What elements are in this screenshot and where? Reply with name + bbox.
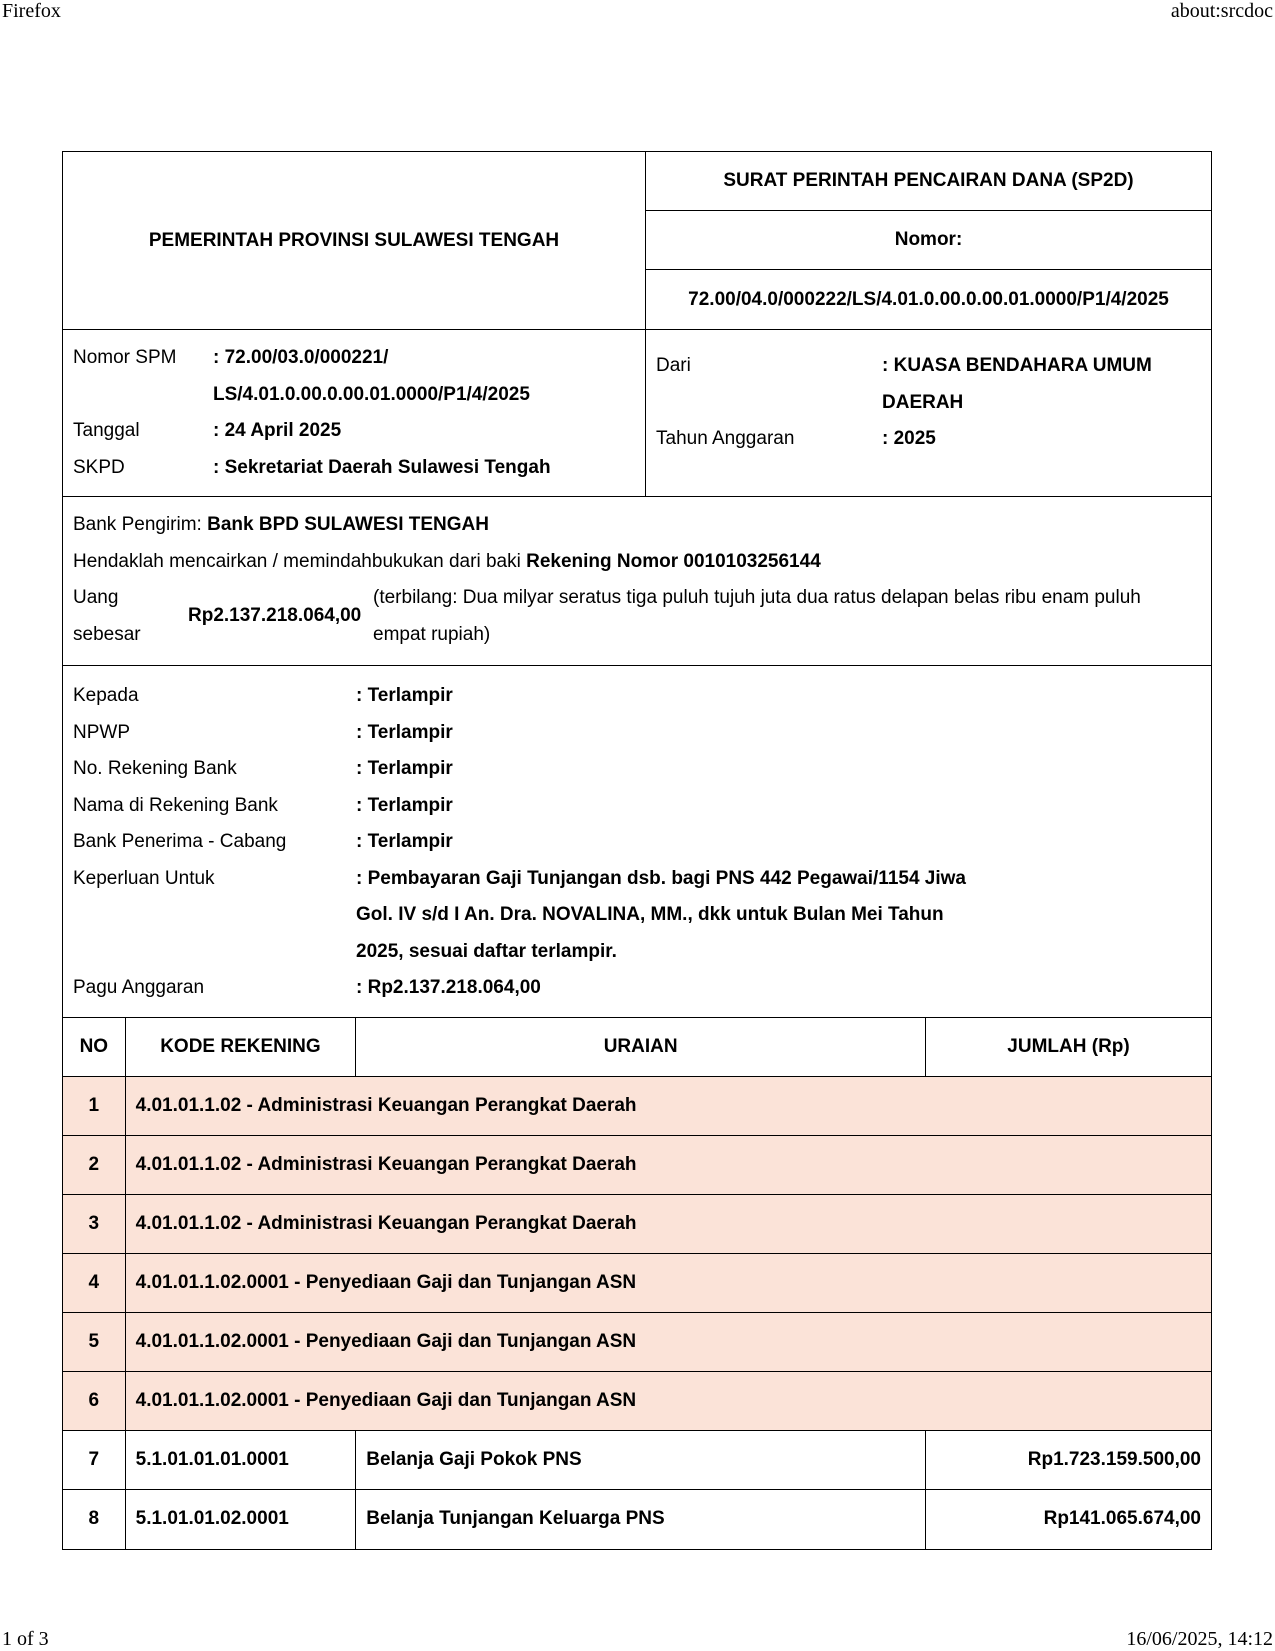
kepada-value: : Terlampir [356, 685, 453, 706]
bank-cabang-value: : Terlampir [356, 831, 453, 852]
table-row [63, 1431, 1211, 1490]
rekening-table [63, 1018, 1211, 1549]
header-no: NO [63, 1018, 125, 1077]
uang-label-line1: Uang [73, 587, 119, 608]
tahun-label: Tahun Anggaran [656, 428, 795, 449]
amount-value: Rp2.137.218.064,00 [188, 605, 362, 627]
keperluan-line3: 2025, sesuai daftar terlampir. [356, 940, 617, 962]
skpd-value: : Sekretariat Daerah Sulawesi Tengah [213, 456, 551, 478]
bank-pengirim-value: Bank BPD SULAWESI TENGAH [207, 514, 489, 535]
dari-value-line1: : KUASA BENDAHARA UMUM [882, 355, 1152, 376]
row-no: 5 [63, 1313, 125, 1372]
bank-pengirim-label: Bank Pengirim: [73, 514, 202, 535]
document-header [63, 152, 1211, 330]
header-jumlah: JUMLAH (Rp) [926, 1018, 1211, 1077]
row-no: 4 [63, 1254, 125, 1313]
table-row [63, 1136, 1211, 1195]
print-header [0, 0, 1275, 23]
table-row [63, 1490, 1211, 1549]
skpd-label: SKPD [73, 456, 125, 478]
row-no: 8 [63, 1490, 125, 1549]
terbilang-line1: (terbilang: Dua milyar seratus tiga puluh tujuh juta dua ratus delapan belas ribu enam puluh [373, 587, 1141, 608]
table-header-row [63, 1018, 1211, 1077]
keperluan-label: Keperluan Untuk [73, 867, 215, 889]
terbilang-line2: empat rupiah) [373, 623, 491, 645]
print-footer [0, 1628, 1275, 1651]
nama-rekening-value: : Terlampir [356, 794, 453, 816]
page-counter: 1 of 3 [2, 1628, 49, 1650]
row-group-text: 4.01.01.1.02.0001 - Penyediaan Gaji dan Tunjangan ASN [125, 1254, 1211, 1313]
info-section [63, 330, 1211, 497]
bank-section [63, 497, 1211, 666]
npwp-value: : Terlampir [356, 721, 453, 743]
nomor-label: Nomor: [646, 211, 1211, 270]
row-no: 1 [63, 1077, 125, 1136]
row-jumlah: Rp141.065.674,00 [926, 1490, 1211, 1549]
browser-app-name: Firefox [2, 0, 61, 22]
tahun-value: : 2025 [882, 428, 936, 449]
row-group-text: 4.01.01.1.02 - Administrasi Keuangan Perangkat Daerah [125, 1195, 1211, 1254]
bank-cabang-label: Bank Penerima - Cabang [73, 831, 287, 852]
keperluan-line2: Gol. IV s/d I An. Dra. NOVALINA, MM., dkk untuk Bulan Mei Tahun [356, 904, 944, 925]
recipient-section [63, 666, 1211, 1018]
row-group-text: 4.01.01.1.02 - Administrasi Keuangan Perangkat Daerah [125, 1077, 1211, 1136]
row-uraian: Belanja Gaji Pokok PNS [356, 1431, 926, 1490]
row-group-text: 4.01.01.1.02.0001 - Penyediaan Gaji dan Tunjangan ASN [125, 1372, 1211, 1431]
table-row [63, 1195, 1211, 1254]
table-row [63, 1372, 1211, 1431]
header-kode: KODE REKENING [125, 1018, 356, 1077]
table-row [63, 1077, 1211, 1136]
tanggal-value: : 24 April 2025 [213, 420, 342, 441]
tanggal-label: Tanggal [73, 420, 140, 441]
nomor-value: 72.00/04.0/000222/LS/4.01.0.00.0.00.01.0000/P1/4/2025 [688, 288, 1169, 310]
keperluan-line1: : Pembayaran Gaji Tunjangan dsb. bagi PNS 442 Pegawai/1154 Jiwa [356, 867, 966, 889]
table-row [63, 1313, 1211, 1372]
instruction-text: Hendaklah mencairkan / memindahbukukan dari baki [73, 550, 521, 572]
print-datetime: 16/06/2025, 14:12 [1126, 1628, 1273, 1650]
keperluan-value [356, 861, 1016, 971]
pagu-value: : Rp2.137.218.064,00 [356, 977, 541, 998]
rekening-bank-label: No. Rekening Bank [73, 758, 237, 779]
nama-rekening-label: Nama di Rekening Bank [73, 794, 278, 816]
row-no: 7 [63, 1431, 125, 1490]
document-title: SURAT PERINTAH PENCAIRAN DANA (SP2D) [646, 152, 1211, 211]
table-row [63, 1254, 1211, 1313]
document-title-block [646, 152, 1211, 329]
npwp-label: NPWP [73, 721, 130, 743]
kepada-label: Kepada [73, 685, 139, 706]
pagu-label: Pagu Anggaran [73, 977, 205, 998]
rekening-nomor: Rekening Nomor 0010103256144 [526, 550, 821, 572]
header-uraian: URAIAN [356, 1018, 926, 1077]
row-jumlah: Rp1.723.159.500,00 [926, 1431, 1211, 1490]
row-no: 2 [63, 1136, 125, 1195]
row-kode: 5.1.01.01.01.0001 [125, 1431, 356, 1490]
row-uraian: Belanja Tunjangan Keluarga PNS [356, 1490, 926, 1549]
spm-value-line1: : 72.00/03.0/000221/ [213, 347, 389, 368]
government-name: PEMERINTAH PROVINSI SULAWESI TENGAH [63, 152, 646, 329]
row-kode: 5.1.01.01.02.0001 [125, 1490, 356, 1549]
spm-value-line2: LS/4.01.0.00.0.00.01.0000/P1/4/2025 [213, 383, 530, 405]
amount-row [73, 580, 1201, 653]
row-no: 3 [63, 1195, 125, 1254]
spm-label: Nomor SPM [73, 347, 177, 368]
dari-info [646, 330, 1211, 496]
dari-label: Dari [656, 355, 691, 376]
rekening-bank-value: : Terlampir [356, 758, 453, 779]
row-no: 6 [63, 1372, 125, 1431]
uang-label-line2: sebesar [73, 623, 141, 645]
row-group-text: 4.01.01.1.02.0001 - Penyediaan Gaji dan Tunjangan ASN [125, 1313, 1211, 1372]
sp2d-document [62, 151, 1212, 1550]
dari-value-line2: DAERAH [882, 391, 964, 413]
row-group-text: 4.01.01.1.02 - Administrasi Keuangan Perangkat Daerah [125, 1136, 1211, 1195]
page-url: about:srcdoc [1170, 0, 1273, 22]
spm-info [63, 330, 646, 496]
